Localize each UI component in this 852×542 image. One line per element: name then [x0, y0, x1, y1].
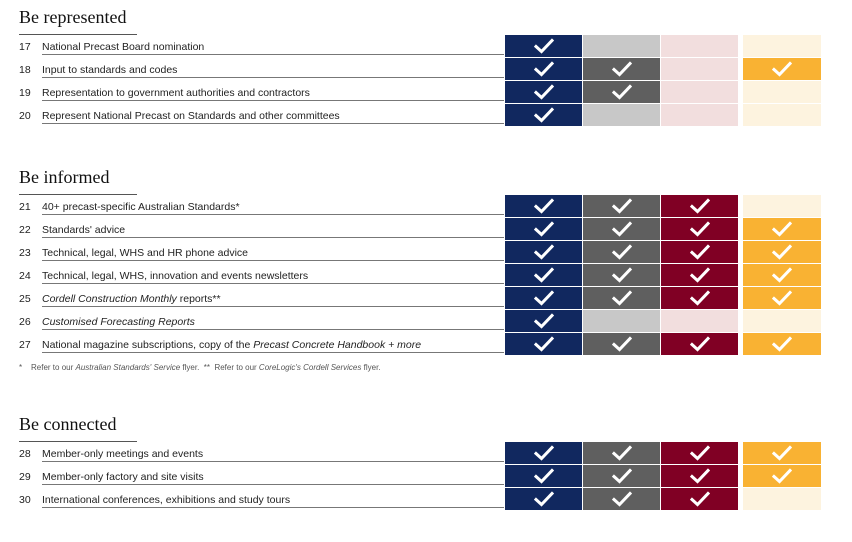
label-text: Standards' advice — [42, 224, 126, 236]
benefit-row — [0, 264, 852, 287]
row-number: 29 — [19, 471, 31, 483]
tier-4-cell — [743, 488, 821, 510]
tier-3-cell — [661, 442, 738, 464]
tier-4-cell — [743, 195, 821, 217]
tier-3-cell — [661, 264, 738, 286]
checkmark-icon — [534, 313, 554, 329]
leader-line — [42, 100, 504, 101]
benefit-row — [0, 333, 852, 356]
tier-1-cell — [505, 333, 582, 355]
tier-4-cell — [743, 442, 821, 464]
benefit-row — [0, 58, 852, 81]
tier-1-cell — [505, 58, 582, 80]
tier-2-cell — [583, 195, 660, 217]
checkmark-icon — [612, 290, 632, 306]
checkmark-icon — [772, 61, 792, 77]
leader-line — [42, 260, 504, 261]
tier-1-cell — [505, 310, 582, 332]
tier-2-cell — [583, 218, 660, 240]
label-italic-text: Cordell Construction Monthly — [42, 293, 177, 305]
benefit-label — [42, 471, 208, 483]
checkmark-icon — [690, 491, 710, 507]
benefit-row — [0, 104, 852, 127]
leader-line — [42, 283, 504, 284]
checkmark-icon — [612, 267, 632, 283]
tier-1-cell — [505, 465, 582, 487]
tier-1-cell — [505, 241, 582, 263]
checkmark-icon — [534, 290, 554, 306]
tier-1-cell — [505, 81, 582, 103]
tier-4-cell — [743, 333, 821, 355]
benefit-row — [0, 287, 852, 310]
checkmark-icon — [612, 244, 632, 260]
checkmark-icon — [772, 221, 792, 237]
leader-line — [42, 352, 504, 353]
checkmark-icon — [534, 336, 554, 352]
tier-1-cell — [505, 35, 582, 57]
footnote-text: flyer. — [361, 363, 381, 372]
row-number: 20 — [19, 110, 31, 122]
tier-1-cell — [505, 442, 582, 464]
checkmark-icon — [772, 445, 792, 461]
section-title: Be connected — [19, 414, 117, 434]
row-number: 28 — [19, 448, 31, 460]
checkmark-icon — [690, 468, 710, 484]
tier-2-cell — [583, 35, 660, 57]
checkmark-icon — [772, 468, 792, 484]
benefit-row — [0, 310, 852, 333]
tier-3-cell — [661, 35, 738, 57]
tier-4-cell — [743, 264, 821, 286]
checkmark-icon — [612, 61, 632, 77]
checkmark-icon — [612, 84, 632, 100]
tier-2-cell — [583, 333, 660, 355]
tier-2-cell — [583, 465, 660, 487]
tier-1-cell — [505, 195, 582, 217]
label-text: Member-only factory and site visits — [42, 471, 204, 483]
benefit-row — [0, 465, 852, 488]
leader-line — [42, 214, 504, 215]
checkmark-icon — [612, 491, 632, 507]
tier-3-cell — [661, 488, 738, 510]
row-number: 23 — [19, 247, 31, 259]
row-number: 30 — [19, 494, 31, 506]
benefit-label — [42, 270, 312, 282]
leader-line — [42, 77, 504, 78]
row-number: 24 — [19, 270, 31, 282]
leader-line — [42, 306, 504, 307]
tier-4-cell — [743, 287, 821, 309]
checkmark-icon — [534, 244, 554, 260]
tier-2-cell — [583, 58, 660, 80]
tier-3-cell — [661, 241, 738, 263]
tier-2-cell — [583, 264, 660, 286]
label-text: Technical, legal, WHS, innovation and events newsletters — [42, 270, 309, 282]
label-suffix-text: reports** — [176, 293, 221, 305]
tier-3-cell — [661, 81, 738, 103]
tier-4-cell — [743, 104, 821, 126]
checkmark-icon — [772, 336, 792, 352]
footnote-italic: Australian Standards' Service — [75, 363, 181, 372]
tier-2-cell — [583, 488, 660, 510]
checkmark-icon — [534, 107, 554, 123]
tier-4-cell — [743, 35, 821, 57]
footnote-italic: CoreLogic's Cordell Services — [258, 363, 362, 372]
benefit-label — [42, 293, 225, 305]
tier-3-cell — [661, 333, 738, 355]
label-text: National Precast Board nomination — [42, 41, 205, 53]
footnote — [19, 363, 381, 372]
tier-2-cell — [583, 81, 660, 103]
checkmark-icon — [690, 198, 710, 214]
row-number: 27 — [19, 339, 31, 351]
checkmark-icon — [690, 445, 710, 461]
leader-line — [42, 329, 504, 330]
row-number: 19 — [19, 87, 31, 99]
tier-2-cell — [583, 287, 660, 309]
benefit-row — [0, 442, 852, 465]
row-number: 25 — [19, 293, 31, 305]
footnote-mark: ** — [203, 363, 210, 372]
checkmark-icon — [534, 221, 554, 237]
label-text: Represent National Precast on Standards and other committees — [42, 110, 340, 122]
leader-line — [42, 123, 504, 124]
checkmark-icon — [534, 198, 554, 214]
tier-4-cell — [743, 81, 821, 103]
label-text: Input to standards and codes — [42, 64, 178, 76]
footnote-text: Refer to our — [31, 363, 76, 372]
footnote-mark: * — [19, 363, 23, 372]
tier-1-cell — [505, 104, 582, 126]
checkmark-icon — [690, 290, 710, 306]
checkmark-icon — [534, 84, 554, 100]
benefit-row — [0, 488, 852, 511]
tier-2-cell — [583, 442, 660, 464]
benefit-row — [0, 218, 852, 241]
row-number: 26 — [19, 316, 31, 328]
section-title: Be informed — [19, 167, 110, 187]
tier-1-cell — [505, 218, 582, 240]
label-italic-text: Customised Forecasting Reports — [42, 316, 195, 328]
section-title: Be represented — [19, 7, 127, 27]
row-number: 21 — [19, 201, 31, 213]
tier-3-cell — [661, 465, 738, 487]
tier-4-cell — [743, 465, 821, 487]
checkmark-icon — [690, 336, 710, 352]
benefit-label — [42, 87, 314, 99]
label-text: National magazine subscriptions, copy of the — [42, 339, 254, 351]
tier-2-cell — [583, 241, 660, 263]
checkmark-icon — [612, 336, 632, 352]
checkmark-icon — [612, 221, 632, 237]
tier-2-cell — [583, 104, 660, 126]
tier-1-cell — [505, 287, 582, 309]
leader-line — [42, 484, 504, 485]
checkmark-icon — [534, 491, 554, 507]
label-text: 40+ precast-specific Australian Standards* — [42, 201, 240, 213]
benefit-label — [42, 247, 252, 259]
benefit-label — [42, 316, 199, 328]
tier-3-cell — [661, 104, 738, 126]
row-number: 22 — [19, 224, 31, 236]
tier-4-cell — [743, 218, 821, 240]
checkmark-icon — [690, 244, 710, 260]
label-text: Technical, legal, WHS and HR phone advice — [42, 247, 249, 259]
checkmark-icon — [772, 267, 792, 283]
tier-1-cell — [505, 488, 582, 510]
benefit-row — [0, 195, 852, 218]
row-number: 18 — [19, 64, 31, 76]
tier-3-cell — [661, 58, 738, 80]
tier-3-cell — [661, 195, 738, 217]
checkmark-icon — [612, 198, 632, 214]
benefit-label — [42, 224, 129, 236]
benefit-label — [42, 201, 244, 213]
checkmark-icon — [534, 445, 554, 461]
tier-4-cell — [743, 310, 821, 332]
tier-1-cell — [505, 264, 582, 286]
checkmark-icon — [534, 38, 554, 54]
tier-4-cell — [743, 58, 821, 80]
label-text: International conferences, exhibitions and study tours — [42, 494, 291, 506]
benefit-label — [42, 494, 294, 506]
benefit-row — [0, 81, 852, 104]
benefit-label — [42, 110, 344, 122]
benefit-row — [0, 35, 852, 58]
leader-line — [42, 237, 504, 238]
checkmark-icon — [534, 61, 554, 77]
tier-3-cell — [661, 287, 738, 309]
footnote-text: flyer. — [180, 363, 200, 372]
label-italic-text: Precast Concrete Handbook + more — [253, 339, 422, 351]
checkmark-icon — [690, 221, 710, 237]
benefit-label — [42, 64, 181, 76]
checkmark-icon — [772, 290, 792, 306]
label-text: Representation to government authorities and contractors — [42, 87, 310, 99]
footnote-text: Refer to our — [214, 363, 259, 372]
benefit-row — [0, 241, 852, 264]
checkmark-icon — [534, 468, 554, 484]
checkmark-icon — [772, 244, 792, 260]
benefit-label — [42, 339, 425, 351]
row-number: 17 — [19, 41, 31, 53]
tier-3-cell — [661, 310, 738, 332]
tier-2-cell — [583, 310, 660, 332]
leader-line — [42, 54, 504, 55]
benefit-label — [42, 448, 207, 460]
checkmark-icon — [612, 468, 632, 484]
checkmark-icon — [690, 267, 710, 283]
leader-line — [42, 461, 504, 462]
tier-3-cell — [661, 218, 738, 240]
label-text: Member-only meetings and events — [42, 448, 204, 460]
checkmark-icon — [612, 445, 632, 461]
leader-line — [42, 507, 504, 508]
tier-4-cell — [743, 241, 821, 263]
checkmark-icon — [534, 267, 554, 283]
benefit-label — [42, 41, 208, 53]
